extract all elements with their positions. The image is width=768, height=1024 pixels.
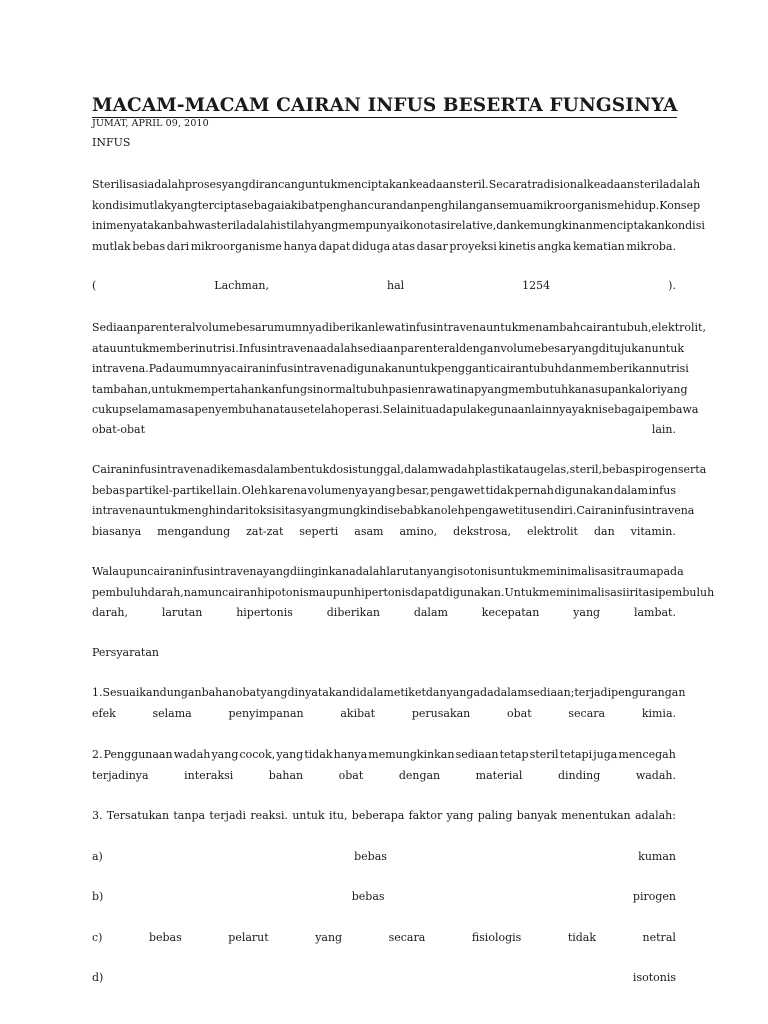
paragraph-parenteral (92, 318, 706, 421)
paragraph-isotonis (92, 562, 715, 624)
text-line: intravena untuk menghindari toksisitas yang mungkin disebabkan oleh pengawet itu sendiri. Cairan infus intravena (92, 504, 695, 517)
subheading-persyaratan: Persyaratan (92, 646, 159, 659)
text-line: cukup selama masa penyembuhan atau setelah operasi. Selain itu ada pula kegunaan lainnya yakni sebagai pembawa (92, 403, 699, 416)
citation-page-number: 1254 (522, 279, 551, 292)
citation-author: Lachman, (214, 279, 269, 292)
text-line: efek selama penyimpanan akibat perusakan obat secara kimia. (92, 706, 676, 720)
document-title: MACAM-MACAM CAIRAN INFUS BESERTA FUNGSINYA (92, 95, 678, 116)
citation-open: ( (92, 279, 97, 292)
text-fragment: secara (388, 931, 426, 944)
text-fragment: isotonis (632, 971, 676, 984)
text-fragment: pelarut (228, 931, 269, 944)
list-marker: a) (92, 850, 103, 863)
list-item-a (92, 847, 676, 868)
list-marker: d) (92, 971, 104, 984)
requirement-1 (92, 683, 686, 724)
text-fragment: pirogen (632, 890, 676, 903)
text-line: Cairan infus intravena dikemas dalam bentuk dosis tunggal, dalam wadah plastik atau gelas, steril, bebas pirogen serta (92, 463, 707, 476)
text-fragment: kuman (638, 850, 676, 863)
list-item-d (92, 968, 676, 989)
text-line: 3. Tersatukan tanpa terjadi reaksi. untuk itu, beberapa faktor yang paling banyak menentukan adalah: (92, 809, 676, 822)
text-fragment: bebas (351, 890, 385, 903)
requirement-2 (92, 745, 676, 786)
text-line: terjadinya interaksi bahan obat dengan material dinding wadah. (92, 768, 676, 782)
list-item-c (92, 928, 676, 949)
list-marker: b) (92, 890, 104, 903)
text-line: darah, larutan hipertonis diberikan dalam kecepatan yang lambat. (92, 606, 676, 619)
text-fragment: yang (315, 931, 343, 944)
requirement-3 (92, 806, 676, 827)
text-fragment: lain. (651, 423, 676, 436)
paragraph-end-line (92, 420, 676, 441)
text-line: tambahan, untuk mempertahankan fungsi normal tubuh pasien rawat inap yang membutuhkan asupan kalori yang (92, 382, 688, 396)
text-line: bebas partikel-partikel lain. Oleh karena volumenya yang besar, pengawet tidak pernah digunakan dalam infus (92, 483, 676, 497)
text-fragment: obat-obat (92, 423, 146, 436)
text-line: 2. Penggunaan wadah yang cocok, yang tidak hanya memungkinkan sediaan tetap steril tetapi juga mencegah (92, 748, 676, 761)
text-fragment: fisiologis (471, 931, 522, 944)
citation-line (92, 276, 676, 297)
citation-page-label: hal (386, 279, 405, 292)
text-fragment: bebas (354, 850, 387, 863)
paragraph-sterilisasi (92, 175, 705, 257)
list-item-b (92, 887, 676, 908)
text-fragment: netral (642, 931, 676, 944)
text-line: kondisi mutlak yang tercipta sebagai akibat penghancuran dan penghilangan semua mikroorganisme hidup. Konsep (92, 198, 701, 212)
text-line: 1. Sesuai kandungan bahan obat yang dinyatakan didalam etiket dan yang ada dalam sediaan; terjadi pengurangan (92, 686, 686, 699)
text-line: biasanya mengandung zat-zat seperti asam amino, dekstrosa, elektrolit dan vitamin. (92, 524, 676, 538)
text-line: atau untuk memberi nutrisi. Infus intravena adalah sediaan parenteral dengan volume besar yang ditujukan untuk (92, 341, 684, 355)
text-line: Sterilisasi adalah proses yang dirancang untuk menciptakan keadaan steril. Secara tradisional keadaan steril adalah (92, 178, 701, 191)
section-heading: INFUS (92, 136, 131, 149)
text-line: pembuluh darah, namun cairan hipotonis maupun hipertonis dapat digunakan. Untuk meminimalisasi iritasi pembuluh (92, 585, 715, 599)
paragraph-kemasan (92, 460, 707, 542)
text-line: Sediaan parenteral volume besar umumnya diberikan lewat infus intravena untuk menambah cairan tubuh, elektrolit, (92, 321, 706, 334)
list-marker: c) (92, 931, 103, 944)
post-date: JUMAT, APRIL 09, 2010 (92, 118, 209, 129)
text-fragment: tidak (567, 931, 597, 944)
text-line: ini menyatakan bahwa steril adalah istilah yang mempunyai konotasi relative, dan kemungkinan menciptakan kondisi (92, 219, 705, 232)
text-line: intravena. Pada umumnya cairan infus intravena digunakan untuk pengganti cairan tubuh dan memberikan nutrisi (92, 362, 689, 375)
text-fragment: bebas (148, 931, 182, 944)
citation-close: ). (668, 279, 676, 292)
text-line: mutlak bebas dari mikroorganisme hanya dapat diduga atas dasar proyeksi kinetis angka kematian mikroba. (92, 239, 676, 253)
text-line: Walaupun cairan infus intravena yang diinginkan adalah larutan yang isotonis untuk meminimalisasi trauma pada (92, 565, 684, 578)
